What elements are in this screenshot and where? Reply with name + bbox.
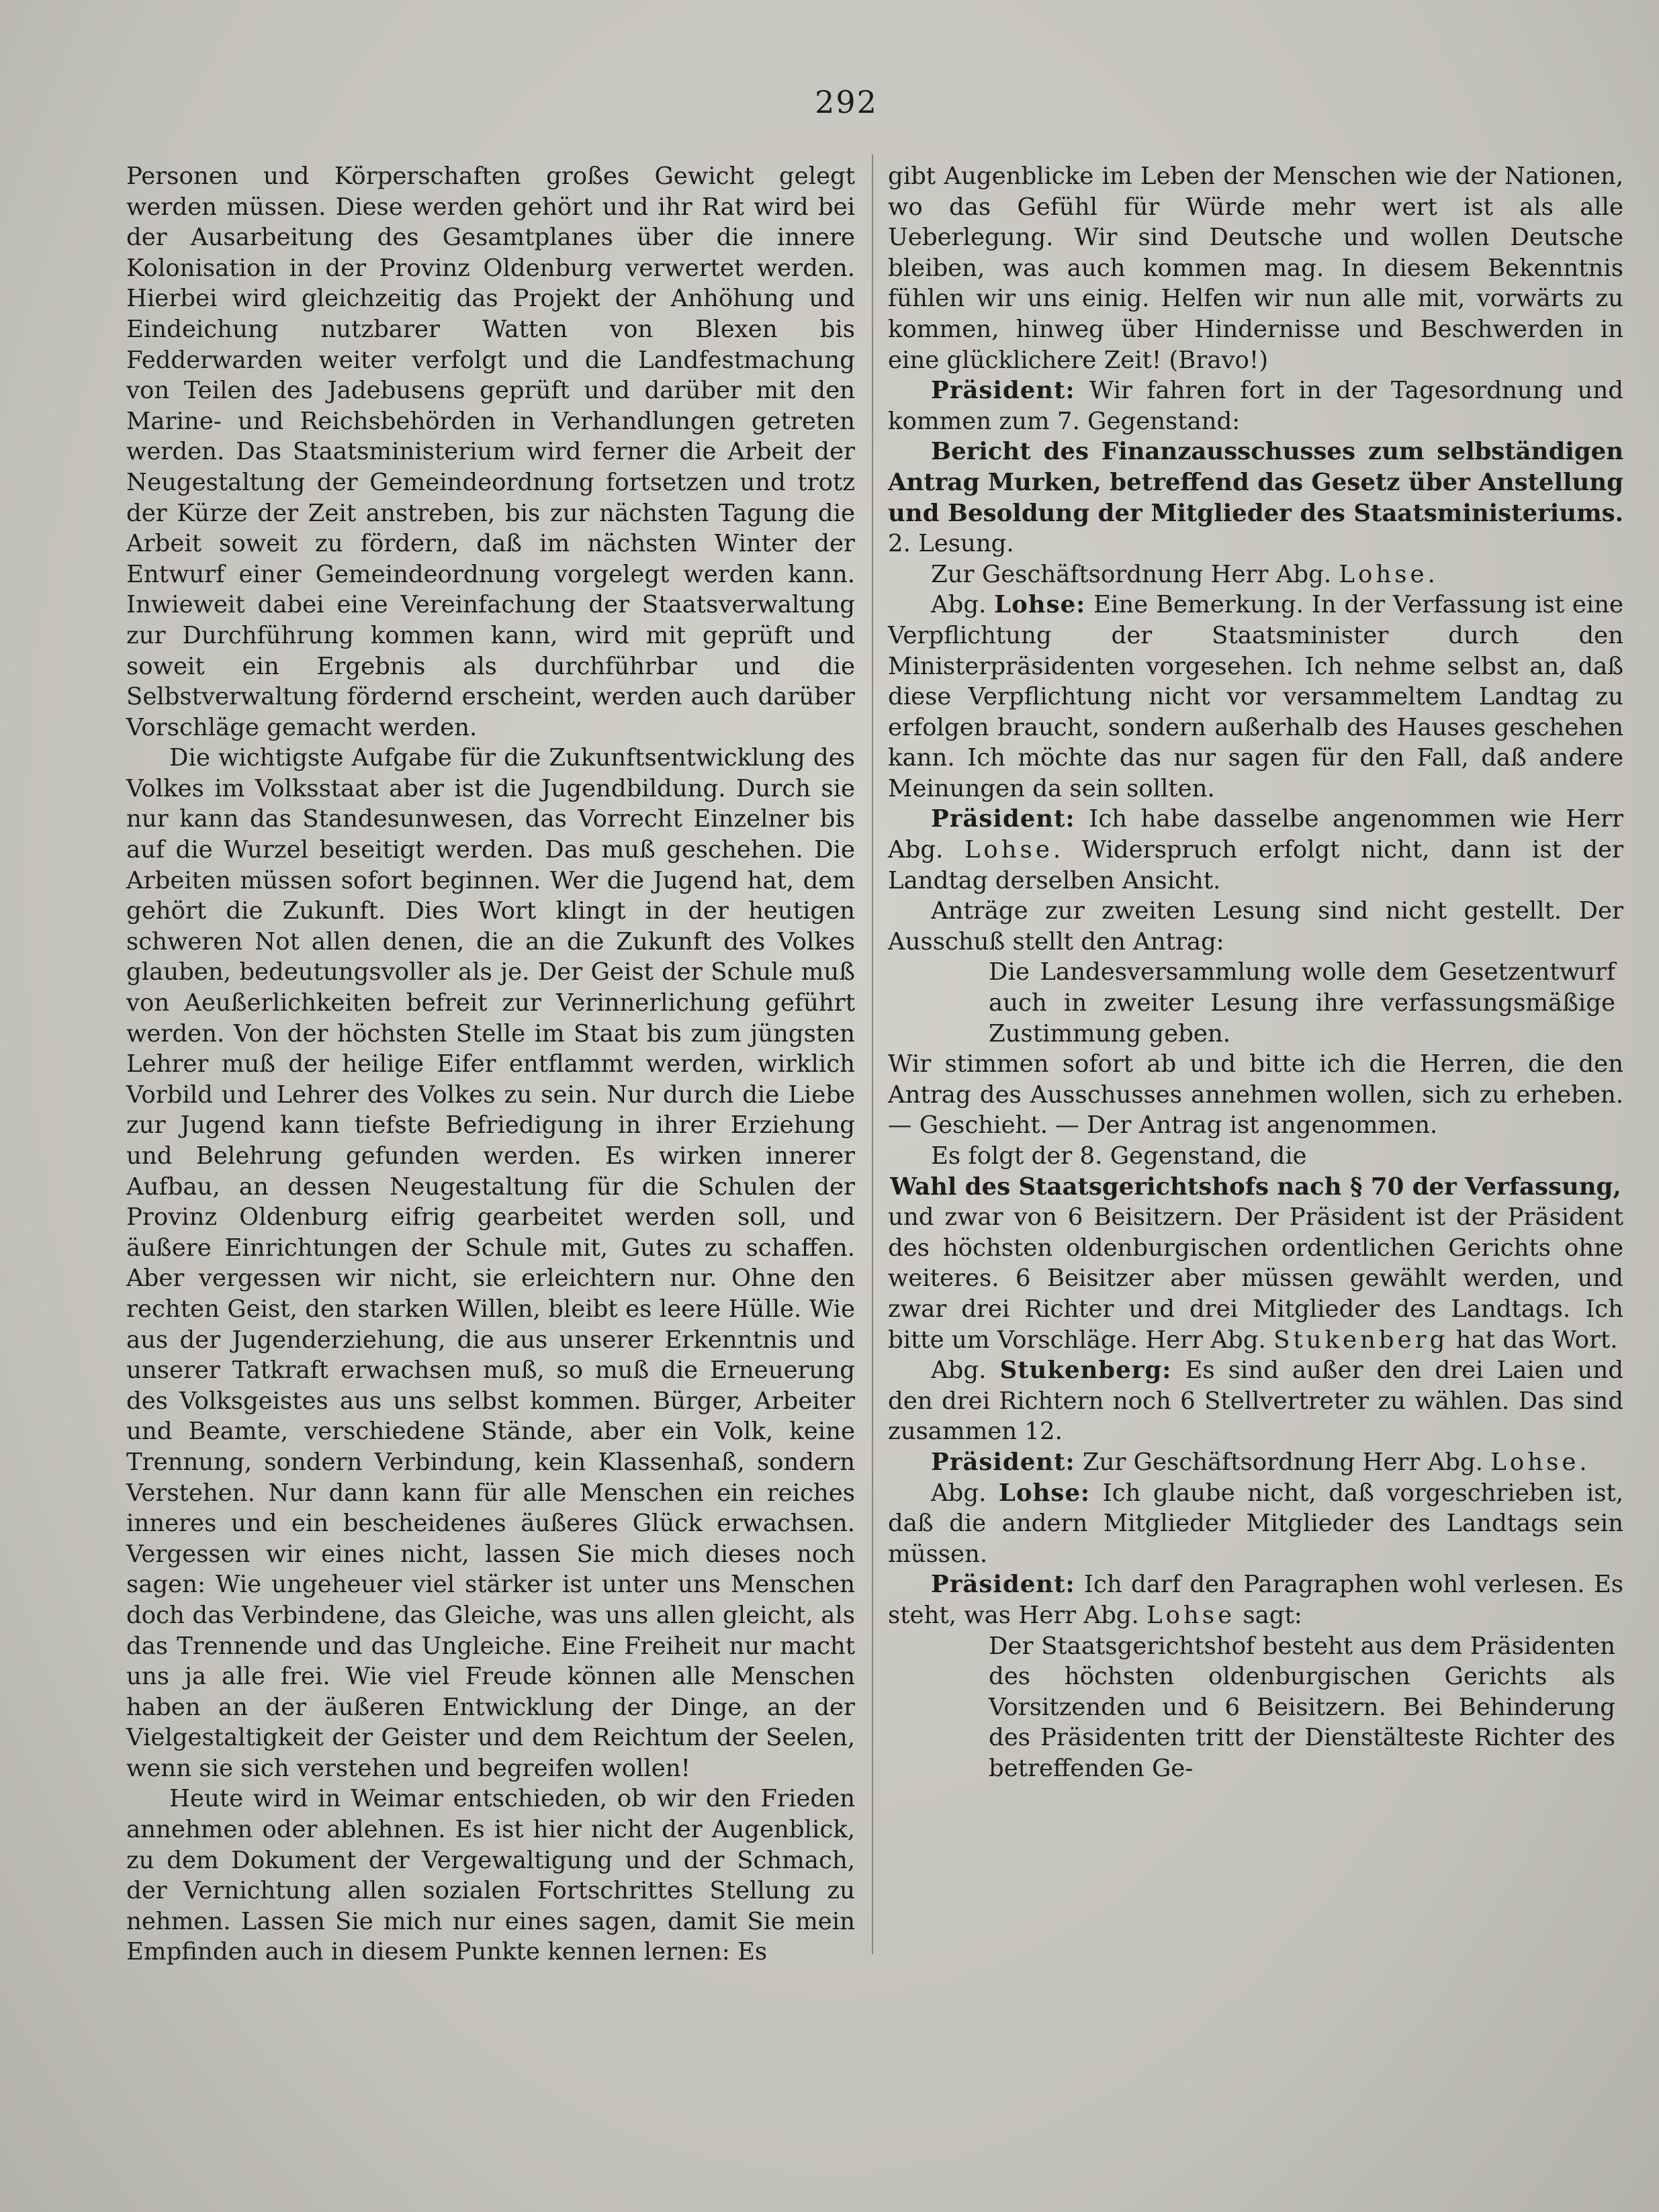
paragraph: Wir stimmen sofort ab und bitte ich die Herren, die den Antrag des Ausschusses annehmen wollen, sich zu erheben. — Geschieht. — Der Antrag ist angenommen. bbox=[888, 1050, 1623, 1140]
paragraph: Personen und Körperschaften großes Gewicht gelegt werden müssen. Diese werden gehört und ihr Rat wird bei der Ausarbeitung des Gesamtplanes über die innere Kolonisation in der Provinz Oldenburg verwertet werden. Hierbei wird gleichzeitig das Projekt der Anhöhung und Eindeichung nutzbarer Watten von Blexen bis Fedderwarden weiter verfolgt und die Landfestmachung von Teilen des Jadebusens geprüft und darüber mit den Marine- und Reichsbehörden in Verhandlungen getreten werden. Das Staatsministerium wird ferner die Arbeit der Neugestaltung der Gemeindeordnung fortsetzen und trotz der Kürze der Zeit anstreben, bis zur nächsten Tagung die Arbeit soweit zu fördern, daß im nächsten Winter der Entwurf einer Gemeindeordnung vorgelegt werden kann. Inwieweit dabei eine Vereinfachung der Staatsverwaltung zur Durchführung kommen kann, wird mit geprüft und soweit ein Ergebnis als durchführbar und die Selbstverwaltung fördernd erscheint, werden auch darüber Vorschläge gemacht werden. bbox=[126, 163, 855, 741]
left-column bbox=[126, 161, 855, 1968]
speaker-name: Lohse: bbox=[994, 591, 1086, 619]
page-number: 292 bbox=[815, 84, 878, 120]
speech-text: sagt: bbox=[1235, 1601, 1302, 1629]
quoted-motion: Die Landesversammlung wolle dem Gesetzentwurf auch in zweiter Lesung ihre verfassungsmäßige Zustimmung geben. bbox=[989, 958, 1615, 1048]
paragraph bbox=[888, 1355, 1623, 1447]
speech-text: . Widerspruch erfolgt nicht, dann ist der Landtag derselben Ansicht. bbox=[888, 836, 1623, 894]
member-name: Lohse bbox=[964, 836, 1053, 864]
speaker-name: Präsident: bbox=[931, 805, 1075, 833]
speaker-prefix: Abg. bbox=[931, 591, 995, 619]
speech-text: Eine Bemerkung. In der Verfassung ist eine Verpflichtung der Staatsminister durch den Ministerpräsidenten vorgesehen. Ich nehme selbst an, daß diese Verpflichtung nicht vor versammeltem Landtag zu erfolgen braucht, sondern außerhalb des Hauses geschehen kann. Ich möchte das nur sagen für den Fall, daß andere Meinungen da sein sollten. bbox=[888, 591, 1623, 802]
heading-suffix: 2. Lesung. bbox=[888, 530, 1014, 558]
member-name: Lohse bbox=[1339, 560, 1428, 588]
speech-text: hat das Wort. bbox=[1448, 1326, 1618, 1354]
quoted-law: Der Staatsgerichtshof besteht aus dem Präsidenten des höchsten oldenburgischen Gerichts als Vorsitzenden und 6 Beisitzern. Bei Behinderung des Präsidenten tritt der Dienstälteste Richter des betreffenden Ge- bbox=[989, 1632, 1615, 1782]
paragraph bbox=[888, 1478, 1623, 1570]
paragraph bbox=[888, 559, 1623, 590]
speaker-name: Präsident: bbox=[931, 1571, 1075, 1599]
speech-text: . bbox=[1427, 560, 1435, 588]
paragraph: Es folgt der 8. Gegenstand, die bbox=[931, 1142, 1307, 1170]
speech-text: Ich habe dasselbe angenommen wie Herr Abg. bbox=[888, 805, 1623, 864]
speaker-name: Präsident: bbox=[931, 377, 1075, 405]
agenda-heading bbox=[888, 436, 1623, 559]
paragraph bbox=[888, 590, 1623, 804]
speech-text: Wir fahren fort in der Tagesordnung und kommen zum 7. Gegenstand: bbox=[888, 377, 1623, 435]
speaker-name: Lohse: bbox=[998, 1479, 1091, 1507]
member-name: Stukenberg bbox=[1273, 1326, 1449, 1354]
speaker-name: Stukenberg: bbox=[999, 1356, 1172, 1385]
paragraph bbox=[888, 375, 1623, 436]
paragraph bbox=[888, 1447, 1623, 1478]
paragraph bbox=[888, 1569, 1623, 1630]
right-column bbox=[888, 161, 1623, 1784]
paragraph: Anträge zur zweiten Lesung sind nicht gestellt. Der Ausschuß stellt den Antrag: bbox=[888, 897, 1623, 956]
paragraph bbox=[888, 804, 1623, 896]
speech-text: und zwar von 6 Beisitzern. Der Präsident ist der Präsident des höchsten oldenburgischen ordentlichen Gerichts ohne weiteres. 6 Beisitzer aber müssen gewählt werden, und zwar drei Richter und drei Mitglieder des Landtags. Ich bitte um Vorschläge. Herr Abg. bbox=[888, 1203, 1623, 1354]
agenda-heading: Wahl des Staatsgerichtshofs nach § 70 der Verfassung, bbox=[890, 1172, 1621, 1201]
speech-text: Zur Geschäftsordnung Herr Abg. bbox=[931, 560, 1339, 588]
speech-text: . bbox=[1579, 1448, 1587, 1476]
speech-text: Zur Geschäftsordnung Herr Abg. bbox=[1075, 1448, 1491, 1476]
heading-text: Bericht des Finanzausschusses zum selbständigen Antrag Murken, betreffend das Gesetz über Anstellung und Besoldung der Mitglieder des Staatsministeriums. bbox=[888, 438, 1623, 527]
paragraph: Heute wird in Weimar entschieden, ob wir den Frieden annehmen oder ablehnen. Es ist hier nicht der Augenblick, zu dem Dokument der Vergewaltigung und der Schmach, der Vernichtung allen sozialen Fortschrittes Stellung zu nehmen. Lassen Sie mich nur eines sagen, damit Sie mein Empfinden auch in diesem Punkte kennen lernen: Es bbox=[126, 1785, 855, 1966]
member-name: Lohse bbox=[1147, 1601, 1236, 1629]
speaker-prefix: Abg. bbox=[931, 1479, 999, 1507]
speaker-prefix: Abg. bbox=[931, 1356, 1000, 1385]
paragraph: gibt Augenblicke im Leben der Menschen wie der Nationen, wo das Gefühl für Würde mehr wert ist als alle Ueberlegung. Wir sind Deutsche und wollen Deutsche bleiben, was auch kommen mag. In diesem Bekenntnis fühlen wir uns einig. Helfen wir nun alle mit, vorwärts zu kommen, hinweg über Hindernisse und Beschwerden in eine glücklichere Zeit! (Bravo!) bbox=[888, 163, 1623, 374]
paragraph: Die wichtigste Aufgabe für die Zukunftsentwicklung des Volkes im Volksstaat aber ist die Jugendbildung. Durch sie nur kann das Standesunwesen, das Vorrecht Einzelner bis auf die Wurzel beseitigt werden. Das muß geschehen. Die Arbeiten müssen sofort beginnen. Wer die Jugend hat, dem gehört die Zukunft. Dies Wort klingt in der heutigen schweren Not allen denen, die an die Zukunft des Volkes glauben, bedeutungsvoller als je. Der Geist der Schule muß von Aeußerlichkeiten befreit zur Verinnerlichung geführt werden. Von der höchsten Stelle im Staat bis zum jüngsten Lehrer muß der heilige Eifer entflammt werden, wirklich Vorbild und Lehrer des Volkes zu sein. Nur durch die Liebe zur Jugend kann tiefste Befriedigung in ihrer Erziehung und Belehrung gefunden werden. Es wirken innerer Aufbau, an dessen Neugestaltung für die Schulen der Provinz Oldenburg eifrig gearbeitet werden soll, und äußere Einrichtungen der Schule mit, Gutes zu schaffen. Aber vergessen wir nicht, sie erleichtern nur. Ohne den rechten Geist, den starken Willen, bleibt es leere Hülle. Wie aus der Jugenderziehung, die aus unserer Erkenntnis und unserer Tatkraft erwachsen muß, so muß die Erneuerung des Volksgeistes aus uns selbst kommen. Bürger, Arbeiter und Beamte, verschiedene Stände, aber ein Volk, keine Trennung, sondern Verbindung, kein Klassenhaß, sondern Verstehen. Nur dann kann für alle Menschen ein reiches inneres und ein bescheidenes äußeres Glück erwachsen. Vergessen wir eines nicht, lassen Sie mich dieses noch sagen: Wie ungeheuer viel stärker ist unter uns Menschen doch das Verbindene, das Gleiche, was uns allen gleicht, als das Trennende und das Ungleiche. Eine Freiheit nur macht uns ja alle frei. Wie viel Freude können alle Menschen haben an der äußeren Entwicklung der Dinge, an der Vielgestaltigkeit der Geister und dem Reichtum der Seelen, wenn sie sich verstehen und begreifen wollen! bbox=[126, 744, 855, 1782]
member-name: Lohse bbox=[1490, 1448, 1580, 1476]
speech-text: Ich glaube nicht, daß vorgeschrieben ist, daß die andern Mitglieder Mitglieder des Landtags sein müssen. bbox=[888, 1479, 1623, 1568]
column-divider bbox=[872, 154, 873, 1954]
paragraph bbox=[888, 1202, 1623, 1355]
speaker-name: Präsident: bbox=[931, 1448, 1075, 1476]
speech-text: Ich darf den Paragraphen wohl verlesen. Es steht, was Herr Abg. bbox=[888, 1571, 1623, 1629]
speech-text: Es sind außer den drei Laien und den drei Richtern noch 6 Stellvertreter zu wählen. Das sind zusammen 12. bbox=[888, 1356, 1623, 1446]
